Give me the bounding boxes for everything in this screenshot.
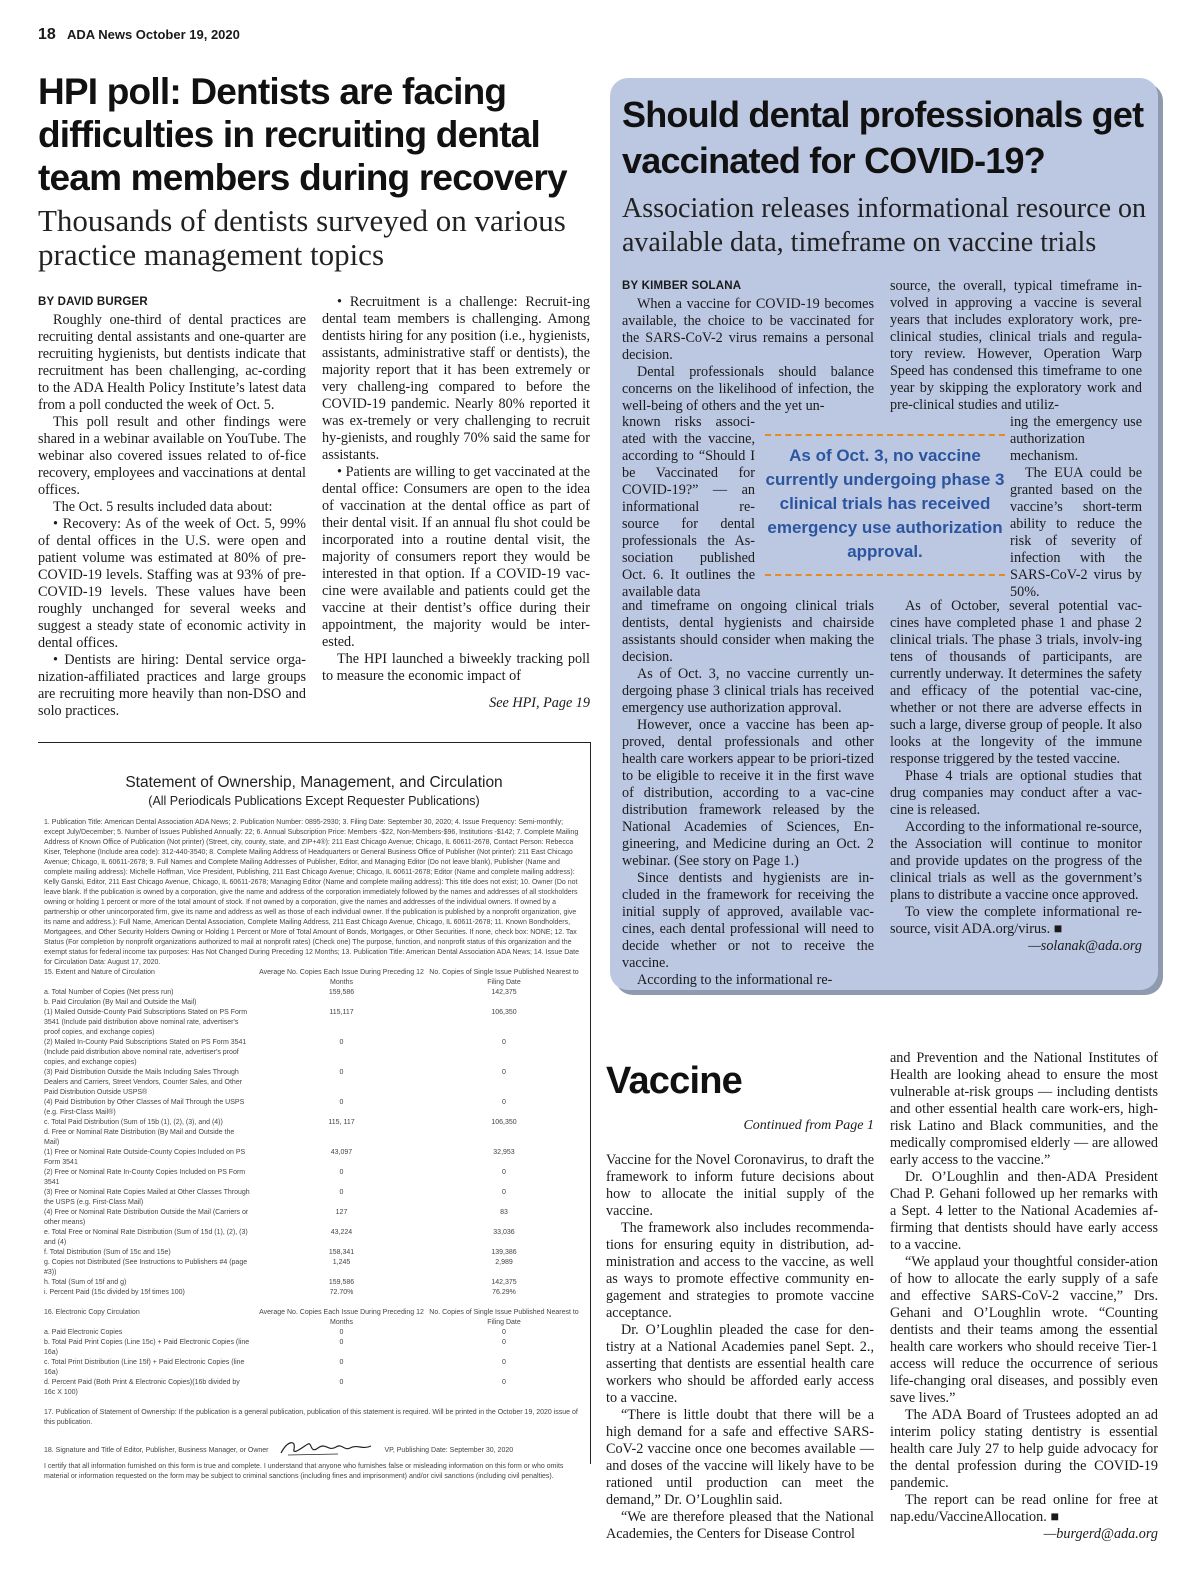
table-value-cell	[259, 1128, 424, 1148]
covid-column-2-wrap	[1010, 414, 1142, 601]
ownership-statement	[44, 774, 584, 1482]
table-value-cell: No. Copies of Single Issue Published Nearest to Filing Date	[429, 1309, 579, 1326]
table-label-cell: f. Total Distribution (Sum of 15c and 15e)	[44, 1249, 171, 1256]
table-value-cell: 0	[502, 1189, 506, 1196]
paragraph: “There is little doubt that there will be a high demand for a safe and effective SARS-CoV-2 vaccine once one becomes available — and doses of the vaccine will likely have to be rationed until production can meet the demand,” Dr. O’Loughlin said.	[606, 1407, 874, 1508]
paragraph: According to the informational re-	[637, 972, 833, 988]
table-label-cell: 15. Extent and Nature of Circulation	[44, 969, 155, 976]
table-row	[44, 1258, 584, 1278]
table-value-cell: 139,386	[491, 1249, 517, 1256]
paragraph: • Recruitment is a challenge: Recruit-ing dental team members is challenging. Among dentists hiring for any position (i.e., hygienists, assistants, administrative staff or dentists), the majority report that it has been extremely or very challeng-ing compared to before the COVID-19 pandemic. Nearly 80% reported it was ex-tremely or very challenging to recruit hy-gienists, and roughly 70% said the same for assistants.	[322, 294, 590, 463]
ownership-body: 1. Publication Title: American Dental Association ADA News; 2. Publication Number: 0895-2930; 3. Filing Date: September 30, 2020; 4. Issue Frequency: Semi-monthly; except July/December; 5. Number of Issues Published Annually: 22; 6. Annual Subscription Price: Members -$22, Non-Members-$96, Institutions -$142; 7. Complete Mailing Address of Known Office of Publication (Not printer) (Street, city, county, state, and ZIP+4®): 211 East Chicago Avenue; Chicago, IL 60611-2678, Contact Person: Rebecca Kiser, Telephone (Include area code): 312-440-3540; 8. Complete Mailing Address of Headquarters or General Business Office of Publisher (Not printer): 211 East Chicago Avenue; Chicago, IL 60611-2678; 9. Full Names and Complete Mailing Addresses of Publisher, Editor, and Managing Editor (Do not leave blank), Publisher (Name and complete mailing address): Michelle Hoffman, Vice President, Publishing, 211 East Chicago Avenue; Chicago, IL 60611-2678; Editor (Name and complete mailing address): Kelly Ganski, Editor, 211 East Chicago Avenue, Chicago, IL 60611-2678; Managing Editor (Name and complete mailing address): This title does not exist; 10. Owner (Do not leave blank. If the publication is owned by a corporation, give the name and address of the corporation immediately followed by the names and addresses of all stockholders owning or holding 1 percent or more of the total amount of stock. If not owned by a corporation, give the names and addresses of the individual owners. If owned by a partnership or other unincorporated firm, give its name and address as well as those of each individual owner. If the publication is published by a nonprofit organization, give its name and address.): Full Name, American Dental Association, Complete Mailing Address, 211 East Chicago Avenue, Chicago, IL 60611-2678; 11. Known Bondholders, Mortgagees, and Other Security Holders Owning or Holding 1 Percent or More of Total Amount of Bonds, Mortgages, or Other Securities. If none, check box: NONE; 12. Tax Status (For completion by nonprofit organizations authorized to mail at nonprofit rates) (Check one) The purpose, function, and nonprofit status of this organization and the exempt status for federal income tax purposes: Has Not Changed During Preceding 12 Months; 13. Publication Title: American Dental Association ADA News; 14. Issue Date for Circulation Data: August 17, 2020.	[44, 819, 580, 966]
paragraph: • Patients are willing to get vaccinated at the dental office: Consumers are open to the idea of vaccination at the dental office as part of their dental visit. If an annual flu shot could be incorporated into a routine dental visit, the majority of consumers report they would be interested in that option. If a COVID-19 vac-cine were available and patients could get the vaccine at their dentist’s office during their appointment, the majority would be inter-ested.	[322, 464, 590, 650]
table-value-cell: 142,375	[491, 989, 517, 996]
table-value-cell: Average No. Copies Each Issue During Preceding 12 Months	[259, 1309, 424, 1326]
publication-line: ADA News October 19, 2020	[66, 27, 240, 42]
ownership-title: Statement of Ownership, Management, and Circulation	[125, 774, 503, 791]
signature-scribble	[278, 1438, 374, 1458]
table-row	[44, 998, 584, 1008]
paragraph: “We applaud your thoughtful consider-ation of how to allocate the early supply of a safe and effective SARS-CoV-2 vaccine,” Drs. Gehani and O’Loughlin wrote. “Counting dentists and their teams among the essential health care workers who should receive Tier-1 access will reduce the occurrence of serious life-changing oral diseases, and possibly even save lives.”	[890, 1254, 1158, 1406]
paragraph: When a vaccine for COVID-19 becomes available, the choice to be vaccinated for the SARS-CoV-2 virus remains a personal decision.	[622, 296, 874, 363]
table-value-cell: 115, 117	[328, 1119, 355, 1126]
table-label-cell: (1) Mailed Outside-County Paid Subscriptions Stated on PS Form 3541 (Include paid distribution above nominal rate, advertiser's proof copies, and exchange copies)	[44, 1009, 248, 1036]
paragraph: Phase 4 trials are optional studies that drug companies may conduct after a vac-cine is released.	[890, 768, 1142, 818]
pull-quote: As of Oct. 3, no vaccine currently undergoing phase 3 clinical trials has received emergency use authorization approval.	[765, 434, 1005, 576]
table-value-cell: 0	[339, 1189, 344, 1196]
table-row	[44, 1118, 584, 1128]
table-row	[44, 1008, 584, 1038]
table-row	[44, 1288, 584, 1298]
table-value-cell: 0	[502, 1039, 506, 1046]
paragraph: Vaccine for the Novel Coronavirus, to draft the framework to inform future decisions about how to allocate the initial supply of the vaccine.	[606, 1152, 874, 1219]
table-value-cell: 158,341	[328, 1249, 355, 1256]
table-row	[44, 1168, 584, 1188]
paragraph: According to the informational re-source, the Association will continue to monitor and provide updates on the progress of the clinical trials as well as the government’s plans to distribute a vaccine once approved.	[890, 819, 1142, 903]
table-value-cell: 33,036	[493, 1229, 515, 1236]
table-value-cell: 0	[502, 1069, 506, 1076]
table-label-cell: a. Paid Electronic Copies	[44, 1329, 123, 1336]
table-value-cell: 127	[335, 1209, 348, 1216]
table-label-cell: (2) Free or Nominal Rate In-County Copies Included on PS Form 3541	[44, 1169, 246, 1186]
table-value-cell: Average No. Copies Each Issue During Preceding 12 Months	[259, 969, 424, 986]
table-row	[44, 1068, 584, 1098]
ownership-subtitle: (All Periodicals Publications Except Requester Publications)	[148, 794, 480, 808]
table-label-cell: c. Total Paid Distribution (Sum of 15b (1), (2), (3), and (4))	[44, 1119, 223, 1126]
table-value-cell: 106,350	[491, 1009, 517, 1016]
table-value-cell: 142,375	[491, 1279, 517, 1286]
covid-byline: BY KIMBER SOLANA	[622, 280, 742, 292]
table-label-cell: d. Percent Paid (Both Print & Electronic Copies)(16b divided by 16c X 100)	[44, 1379, 240, 1396]
table-value-cell: 0	[339, 1039, 344, 1046]
hpi-jump-link[interactable]: See HPI, Page 19	[489, 695, 590, 711]
table-label-cell: 16. Electronic Copy Circulation	[44, 1309, 140, 1316]
table-label-cell: i. Percent Paid (15c divided by 15f times 100)	[44, 1289, 185, 1296]
table-row	[44, 1038, 584, 1068]
paragraph: As of October, several potential vac-cines have completed phase 1 and phase 2 clinical trials. The phase 3 trials, involv-ing tens of thousands of participants, are currently underway. It determines the safety and efficacy of the potential vac-cine, whether or not there are adverse effects in such a large, diverse group of people. It also looks at the longevity of the immune response triggered by the tested vaccine.	[890, 598, 1142, 767]
paragraph: To view the complete informational re-source, visit ADA.org/virus. ■	[890, 904, 1142, 937]
table-label-cell: (4) Free or Nominal Rate Distribution Outside the Mail (Carriers or other means)	[44, 1209, 249, 1226]
paragraph: Dr. O’Loughlin and then-ADA President Chad P. Gehani followed up her remarks with a Sept. 4 letter to the National Academies af-firming that dentists should have early access to a vaccine.	[890, 1169, 1158, 1253]
covid-signoff: —solanak@ada.org	[1028, 938, 1142, 954]
table-row	[44, 1338, 584, 1358]
table-row	[44, 1278, 584, 1288]
table-label-cell: (3) Paid Distribution Outside the Mails Including Sales Through Dealers and Carriers, Street Vendors, Counter Sales, and Other Paid Distribution Outside USPS®	[44, 1069, 243, 1096]
table-value-cell: 0	[502, 1169, 506, 1176]
circulation-table	[44, 968, 584, 1298]
table-value-cell: 0	[502, 1329, 506, 1336]
table-label-cell: (2) Mailed In-County Paid Subscriptions Stated on PS Form 3541 (Include paid distribution above nominal rate, advertiser's proof copies, and exchange copies)	[44, 1039, 247, 1066]
paragraph: The HPI launched a biweekly tracking poll to measure the economic impact of	[322, 651, 590, 684]
table-value-cell: 32,953	[493, 1149, 515, 1156]
covid-column-2-top	[890, 278, 1142, 414]
table-value-cell: 0	[502, 1099, 506, 1106]
table-header-row	[44, 1308, 584, 1328]
table-value-cell: 0	[339, 1069, 344, 1076]
paragraph: The report can be read online for free at nap.edu/VaccineAllocation. ■	[890, 1492, 1158, 1525]
vaccine-headline: Vaccine	[606, 1060, 742, 1102]
table-value-cell: 0	[339, 1379, 344, 1386]
covid-deck: Association releases informational resource on available data, timeframe on vaccine trials	[622, 193, 1147, 258]
covid-column-1-rest	[622, 598, 874, 989]
divider-rule	[38, 742, 591, 743]
table-label-cell: e. Total Free or Nominal Rate Distribution (Sum of 15d (1), (2), (3) and (4)	[44, 1229, 248, 1246]
table-value-cell: 83	[500, 1209, 508, 1216]
ownership-item-17: 17. Publication of Statement of Ownership: If the publication is a general publication, publication of this statement is required. Will be printed in the October 19, 2020 issue of this publication.	[44, 1409, 578, 1426]
hpi-deck: Thousands of dentists surveyed on various practice management topics	[38, 203, 566, 272]
signature-title-date: VP, Publishing Date: September 30, 2020	[384, 1446, 514, 1454]
table-value-cell: 0	[339, 1359, 344, 1366]
paragraph: source, the overall, typical timeframe in-volved in approving a vaccine is several years that includes exploratory work, pre-clinical studies, clinical trials and regula-tory review. However, Operation Warp Speed has condensed this timeframe to one year by skipping the exploratory work and pre-clinical studies and utiliz-	[890, 278, 1142, 413]
table-value-cell: 0	[502, 1339, 506, 1346]
table-label-cell: a. Total Number of Copies (Net press run)	[44, 989, 174, 996]
table-value-cell: 0	[502, 1379, 506, 1386]
divider-rule	[590, 742, 591, 1464]
signature-image	[278, 1438, 374, 1462]
paragraph: Dr. O’Loughlin pleaded the case for den-tistry at a National Academies panel Sept. 2., asserting that dentists are essential health care workers who should be afforded early access to a vaccine.	[606, 1322, 874, 1406]
hpi-byline: BY DAVID BURGER	[38, 296, 148, 308]
paragraph: As of Oct. 3, no vaccine currently un-dergoing phase 3 clinical trials has received emergency use authorization approval.	[622, 666, 874, 716]
table-row	[44, 1328, 584, 1338]
table-label-cell: (4) Paid Distribution by Other Classes of Mail Through the USPS (e.g. First-Class Mail®)	[44, 1099, 245, 1116]
table-row	[44, 1378, 584, 1398]
paragraph: The EUA could be granted based on the vaccine’s short-term ability to reduce the risk of severity of infection with the SARS-CoV-2 virus by 50%.	[1010, 465, 1142, 600]
table-row	[44, 1248, 584, 1258]
table-row	[44, 1148, 584, 1168]
table-label-cell: g. Copies not Distributed (See Instructions to Publishers #4 (page #3))	[44, 1259, 248, 1276]
paragraph: • Dentists are hiring: Dental service orga-nization-affiliated practices and large groups are recruiting more heavily than non-DSO and solo practices.	[38, 652, 306, 719]
paragraph: known risks associ-ated with the vaccine, according to “Should I be Vaccinated for COVID-19?” — an informational re-source for dental professionals the As-sociation published Oct. 6. It outlines the available data	[622, 414, 755, 600]
vaccine-column-2	[890, 1050, 1158, 1543]
table-value-cell: 159,586	[328, 989, 355, 996]
table-value-cell: 115,117	[329, 1009, 354, 1016]
covid-headline: Should dental professionals get vaccinated for COVID-19?	[622, 94, 1144, 181]
covid-column-1-top	[622, 278, 874, 415]
paragraph: The framework also includes recommenda-tions for ensuring equity in distribution, ad-ministration and access to the vaccine, as well as ways to promote effective community en-gagement and strategies to promote vaccine acceptance.	[606, 1220, 874, 1321]
certification-text: I certify that all information furnished on this form is true and complete. I understand that anyone who furnishes false or misleading information on this form or who omits material or information requested on the form may be subject to criminal sanctions (including fines and imprisonment) and/or civil sanctions (including civil penalties).	[44, 1463, 564, 1480]
table-label-cell: (3) Free or Nominal Rate Copies Mailed at Other Classes Through the USPS (e.g. First-Class Mail)	[44, 1189, 250, 1206]
table-row	[44, 1228, 584, 1248]
paragraph: This poll result and other findings were shared in a webinar available on YouTube. The webinar also covered issues related to of-fice recovery, employees and vaccinations at dental offices.	[38, 414, 306, 498]
electronic-circulation-table	[44, 1308, 584, 1398]
paragraph: ing the emergency use authorization mechanism.	[1010, 414, 1142, 464]
table-value-cell: No. Copies of Single Issue Published Nearest to Filing Date	[429, 969, 579, 986]
table-value-cell: 0	[339, 1099, 344, 1106]
paragraph: Roughly one-third of dental practices are recruiting dental assistants and one-quarter are recruiting hygienists, but dentists indicate that recruitment has been challenging, ac-cording to the ADA Health Policy Institute’s latest data from a poll conducted the week of Oct. 5.	[38, 312, 306, 413]
table-row	[44, 1128, 584, 1148]
page-folio	[38, 26, 240, 44]
signature-label: 18. Signature and Title of Editor, Publisher, Business Manager, or Owner	[44, 1446, 269, 1454]
table-value-cell: 0	[502, 1359, 506, 1366]
table-value-cell	[259, 998, 424, 1008]
table-row	[44, 1188, 584, 1208]
table-value-cell: 1,245	[332, 1259, 351, 1266]
hpi-column-1	[38, 294, 306, 720]
table-label-cell: b. Total Paid Print Copies (Line 15c) + Paid Electronic Copies (line 16a)	[44, 1339, 250, 1356]
covid-column-1-wrap	[622, 414, 755, 601]
vaccine-column-1	[606, 1152, 874, 1543]
paragraph: The Oct. 5 results included data about:	[53, 499, 273, 515]
covid-column-2-rest	[890, 598, 1142, 955]
paragraph: • Recovery: As of the week of Oct. 5, 99% of dental offices in the U.S. were open and patient volume was estimated at 80% of pre-COVID-19 levels. Staffing was at 93% of pre-COVID-19 levels. These values have been roughly unchanged for several weeks and suggest a steady state of economic activity in dental offices.	[38, 516, 306, 651]
table-value-cell: 0	[339, 1329, 344, 1336]
table-label-cell: h. Total (Sum of 15f and g)	[44, 1279, 127, 1286]
paragraph: “We are therefore pleased that the National Academies, the Centers for Disease Control	[606, 1509, 874, 1542]
table-row	[44, 1098, 584, 1118]
table-value-cell	[424, 1128, 584, 1148]
table-label-cell: (1) Free or Nominal Rate Outside-County Copies Included on PS Form 3541	[44, 1149, 246, 1166]
table-row	[44, 988, 584, 998]
vaccine-signoff: —burgerd@ada.org	[1043, 1526, 1158, 1542]
page-number: 18	[38, 26, 56, 43]
table-label-cell: c. Total Print Distribution (Line 15f) + Paid Electronic Copies (line 16a)	[44, 1359, 245, 1376]
table-value-cell	[424, 998, 584, 1008]
paragraph: Dental professionals should balance concerns on the likelihood of infection, the well-being of others and the yet un-	[622, 364, 874, 414]
table-value-cell: 0	[339, 1169, 344, 1176]
hpi-column-2	[322, 294, 590, 712]
continued-from: Continued from Page 1	[743, 1118, 874, 1133]
table-row	[44, 1208, 584, 1228]
paragraph: and Prevention and the National Institutes of Health are looking ahead to ensure the most vulnerable at-risk groups — including dentists and other essential health care work-ers, high-risk Latino and Black communities, and the medically compromised elderly — are allowed early access to the vaccine.”	[890, 1050, 1158, 1168]
hpi-headline: HPI poll: Dentists are facing difficulties in recruiting dental team members during recovery	[38, 71, 567, 198]
table-value-cell: 106,350	[491, 1119, 517, 1126]
table-label-cell: d. Free or Nominal Rate Distribution (By Mail and Outside the Mail)	[44, 1129, 235, 1146]
table-label-cell: b. Paid Circulation (By Mail and Outside the Mail)	[44, 999, 197, 1006]
table-value-cell: 2,989	[495, 1259, 513, 1266]
paragraph: However, once a vaccine has been ap-proved, dental professionals and other health care workers appear to be priori-tized to be eligible to receive it in the first wave of distribution, according to a vac-cine distribution framework released by the National Academies of Sciences, En-gineering, and Medicine during an Oct. 2 webinar. (See story on Page 1.)	[622, 717, 874, 869]
table-value-cell: 0	[339, 1339, 344, 1346]
table-value-cell: 159,586	[328, 1279, 355, 1286]
table-header-row	[44, 968, 584, 988]
ownership-item-18	[44, 1438, 584, 1482]
table-value-cell: 43,097	[330, 1149, 353, 1156]
paragraph: The ADA Board of Trustees adopted an ad interim policy stating dentistry is essential health care July 27 to help guide advocacy for the dental profession during the COVID-19 pandemic.	[890, 1407, 1158, 1491]
table-value-cell: 76.29%	[492, 1289, 516, 1296]
paragraph: Since dentists and hygienists are in-cluded in the framework for receiving the initial supply of approved, available vac-cines, each dental professional will need to decide whether or not to receive the vaccine.	[622, 870, 874, 971]
table-value-cell: 72.70%	[329, 1289, 354, 1296]
table-row	[44, 1358, 584, 1378]
paragraph: and timeframe on ongoing clinical trials dentists, dental hygienists and chairside assistants should consider when making the decision.	[622, 598, 874, 665]
table-value-cell: 43,224	[330, 1229, 353, 1236]
